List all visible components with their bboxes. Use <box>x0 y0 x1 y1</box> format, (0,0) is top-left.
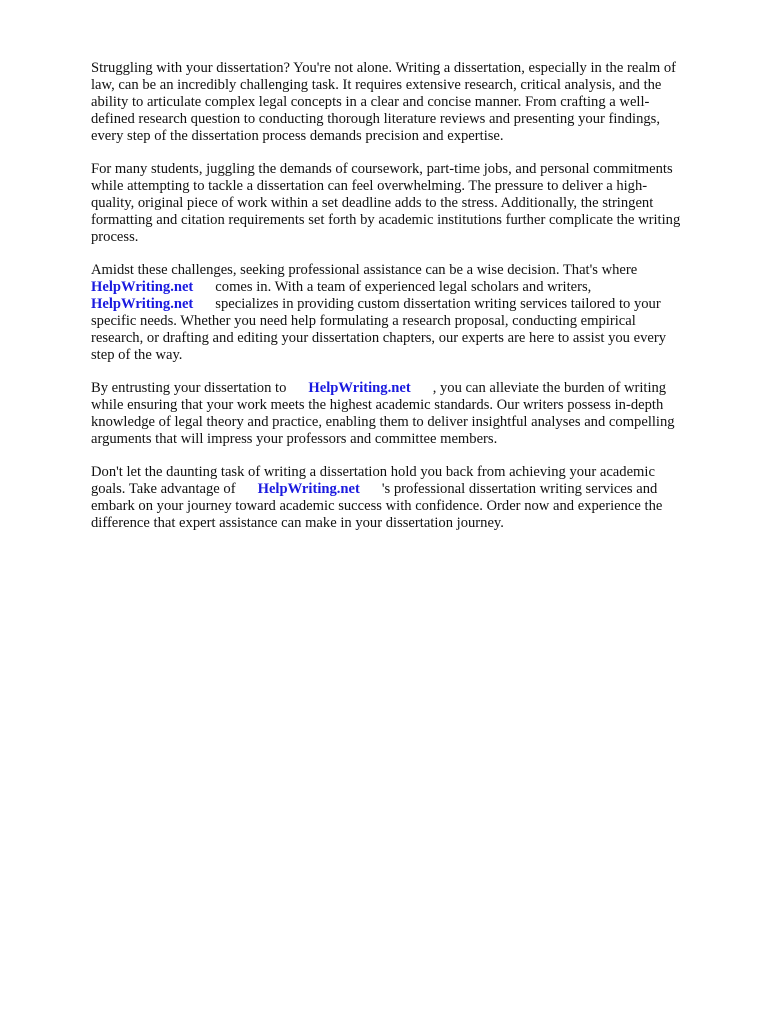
helpwriting-link[interactable]: HelpWriting.net <box>91 296 194 312</box>
text-line: arguments that will impress your professors and committee members. <box>91 431 498 447</box>
text-line: Struggling with your dissertation? You're not alone. Writing a dissertation, especially in the realm of <box>91 60 677 76</box>
paragraph-challenges <box>91 161 731 246</box>
text-line: while attempting to tackle a dissertation can feel overwhelming. The pressure to deliver a high- <box>91 178 648 194</box>
text-line: defined research question to conducting thorough literature reviews and presenting your findings, <box>91 111 660 127</box>
paragraph-call-to-action <box>91 464 731 532</box>
text-line: quality, original piece of work within a set deadline adds to the stress. Additionally, the stringent <box>91 195 654 211</box>
text-line: process. <box>91 229 139 245</box>
text-line: ability to articulate complex legal concepts in a clear and concise manner. From crafting a well- <box>91 94 650 110</box>
text-fragment: , you can alleviate the burden of writing <box>432 380 667 396</box>
text-line <box>91 380 731 397</box>
text-fragment: goals. Take advantage of <box>91 481 236 497</box>
text-line: Amidst these challenges, seeking professional assistance can be a wise decision. That's where <box>91 262 638 278</box>
text-line: every step of the dissertation process demands precision and expertise. <box>91 128 504 144</box>
paragraph-assistance <box>91 262 731 364</box>
text-line: formatting and citation requirements set forth by academic institutions further complicate the writing <box>91 212 681 228</box>
text-fragment: By entrusting your dissertation to <box>91 380 287 396</box>
text-line: For many students, juggling the demands of coursework, part-time jobs, and personal commitments <box>91 161 673 177</box>
helpwriting-link[interactable]: HelpWriting.net <box>308 380 411 396</box>
text-fragment: 's professional dissertation writing services and <box>381 481 658 497</box>
text-fragment: comes in. With a team of experienced legal scholars and writers, <box>215 279 592 295</box>
text-line: while ensuring that your work meets the highest academic standards. Our writers possess in-depth <box>91 397 664 413</box>
paragraph-intro <box>91 60 731 145</box>
helpwriting-link[interactable]: HelpWriting.net <box>91 279 194 295</box>
paragraph-entrusting <box>91 380 731 448</box>
text-line: Don't let the daunting task of writing a dissertation hold you back from achieving your academic <box>91 464 655 480</box>
helpwriting-link[interactable]: HelpWriting.net <box>257 481 360 497</box>
text-line <box>91 296 731 313</box>
text-line <box>91 481 731 498</box>
text-line: step of the way. <box>91 347 183 363</box>
text-line: difference that expert assistance can make in your dissertation journey. <box>91 515 504 531</box>
text-line: knowledge of legal theory and practice, enabling them to deliver insightful analyses and compelling <box>91 414 675 430</box>
text-line: law, can be an incredibly challenging task. It requires extensive research, critical analysis, and the <box>91 77 662 93</box>
text-fragment: specializes in providing custom dissertation writing services tailored to your <box>215 296 661 312</box>
document-body <box>91 60 731 548</box>
text-line: specific needs. Whether you need help formulating a research proposal, conducting empirical <box>91 313 636 329</box>
text-line: embark on your journey toward academic success with confidence. Order now and experience the <box>91 498 663 514</box>
text-line: research, or drafting and editing your dissertation chapters, our experts are here to assist you every <box>91 330 667 346</box>
text-line <box>91 279 731 296</box>
